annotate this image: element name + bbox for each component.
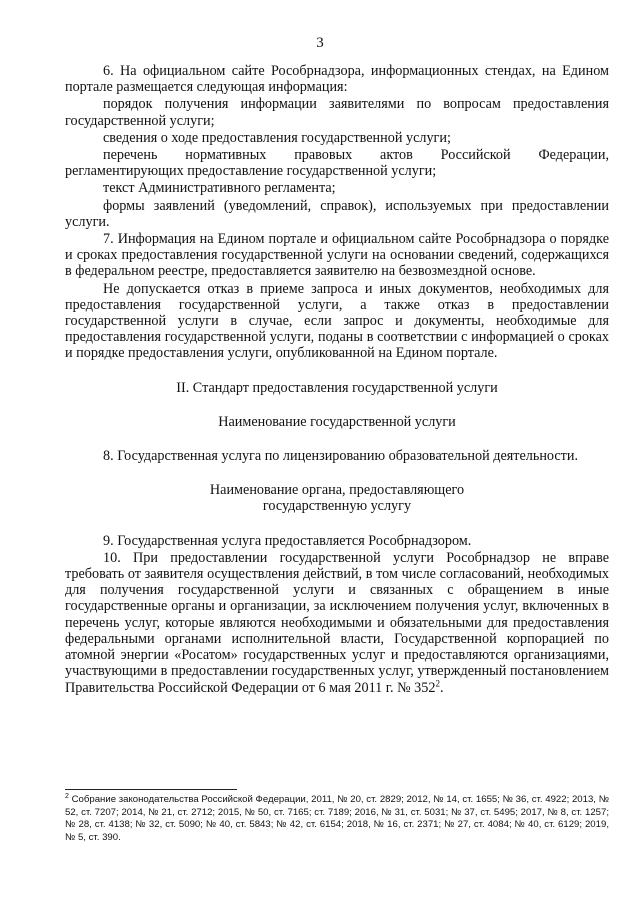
paragraph-8: 8. Государственная услуга по лицензированию образовательной деятельности. xyxy=(103,448,579,465)
footnote-separator xyxy=(65,789,237,790)
paragraph-7-continuation: Не допускается отказ в приеме запроса и иных документов, необходимых для предоставления государственной услуги, а также отказ в предоставлении государственной услуги в случае, если запрос и документы, необходимые для предоставления государственной услуги, поданы в соответствии с информацией о сроках и порядке предоставления услуги, опубликованной на Едином портале. xyxy=(65,280,609,362)
footnote xyxy=(65,794,609,844)
section-heading: II. Стандарт предоставления государственной услуги xyxy=(176,379,498,396)
paragraph-6-item-5: формы заявлений (уведомлений, справок), используемых при предоставлении услуги. xyxy=(65,197,609,230)
subheading-authority-line-1: Наименование органа, предоставляющего xyxy=(209,482,465,499)
page-number: 3 xyxy=(316,35,324,51)
paragraph-6: 6. На официальном сайте Рособрнадзора, информационных стендах, на Едином портале размещается следующая информация: xyxy=(65,63,609,96)
subheading-service-name: Наименование государственной услуги xyxy=(218,413,456,430)
subheading-authority-line-2: государственную услугу xyxy=(262,498,412,515)
footnote-text: Собрание законодательства Российской Федерации, 2011, № 20, ст. 2829; 2012, № 14, ст. 1655; № 36, ст. 4922; 2013, № 52, ст. 7207; 2014, № 21, ст. 2712; 2015, № 50, ст. 7165; ст. 7189; 2016, № 31, ст. 5031; № 37, ст. 5495; 2017, № 8, ст. 1257; № 28, ст. 4138; № 32, ст. 5090; № 40, ст. 5843; № 42, ст. 6154; 2018, № 16, ст. 2371; № 27, ст. 4084; № 40, ст. 6129; 2019, № 5, ст. 390. xyxy=(65,794,609,843)
paragraph-7: 7. Информация на Едином портале и официальном сайте Рособрнадзора о порядке и сроках предоставления государственной услуги на основании сведений, содержащихся в федеральном реестре, предоставляется заявителю на безвозмездной основе. xyxy=(65,231,609,280)
paragraph-10: 10. При предоставлении государственной услуги Рособрнадзор не вправе требовать от заявителя осуществления действий, в том числе согласований, необходимых для получения государственной услуги и связанных с обращением в иные государственные органы и организации, за исключением получения услуг, включенных в перечень услуг, которые являются необходимыми и обязательными для предоставления федеральными органами исполнительной власти, Государственной корпорацией по атомной энергии «Росатом» государственных услуг и предоставляются организациями, участвующими в предоставлении государственных услуг, утвержденный постановлением Правительства Российской Федерации от 6 мая 2011 г. № $352^2$. xyxy=(65,549,609,696)
paragraph-10-text: 10. При предоставлении государственной услуги Рособрнадзор не вправе требовать от заявителя осуществления действий, в том числе согласований, необходимых для получения государственной услуги и связанных с обращением в иные государственные органы и организации, за исключением получения услуг, включенных в перечень услуг, которые являются необходимыми и обязательными для предоставления федеральными органами исполнительной власти, Государственной корпорацией по атомной энергии «Росатом» государственных услуг и предоставляются организациями, участвующими в предоставлении государственных услуг, утвержденный постановлением Правительства Российской Федерации от 6 мая 2011 г. № 352 xyxy=(65,549,609,696)
paragraph-6-item-1: порядок получения информации заявителями по вопросам предоставления государственной услуги; xyxy=(65,96,609,129)
footnote-marker: 2 xyxy=(65,792,69,800)
paragraph-6-item-3: перечень нормативных правовых актов Российской Федерации, регламентирующих предоставление государственной услуги; xyxy=(65,147,609,180)
paragraph-6-item-2: сведения о ходе предоставления государственной услуги; xyxy=(103,129,451,146)
document-body xyxy=(65,63,609,697)
footnote-reference[interactable]: 2 xyxy=(435,677,440,688)
paragraph-9: 9. Государственная услуга предоставляется Рособрнадзором. xyxy=(103,532,472,549)
paragraph-6-item-4: текст Административного регламента; xyxy=(103,180,336,197)
